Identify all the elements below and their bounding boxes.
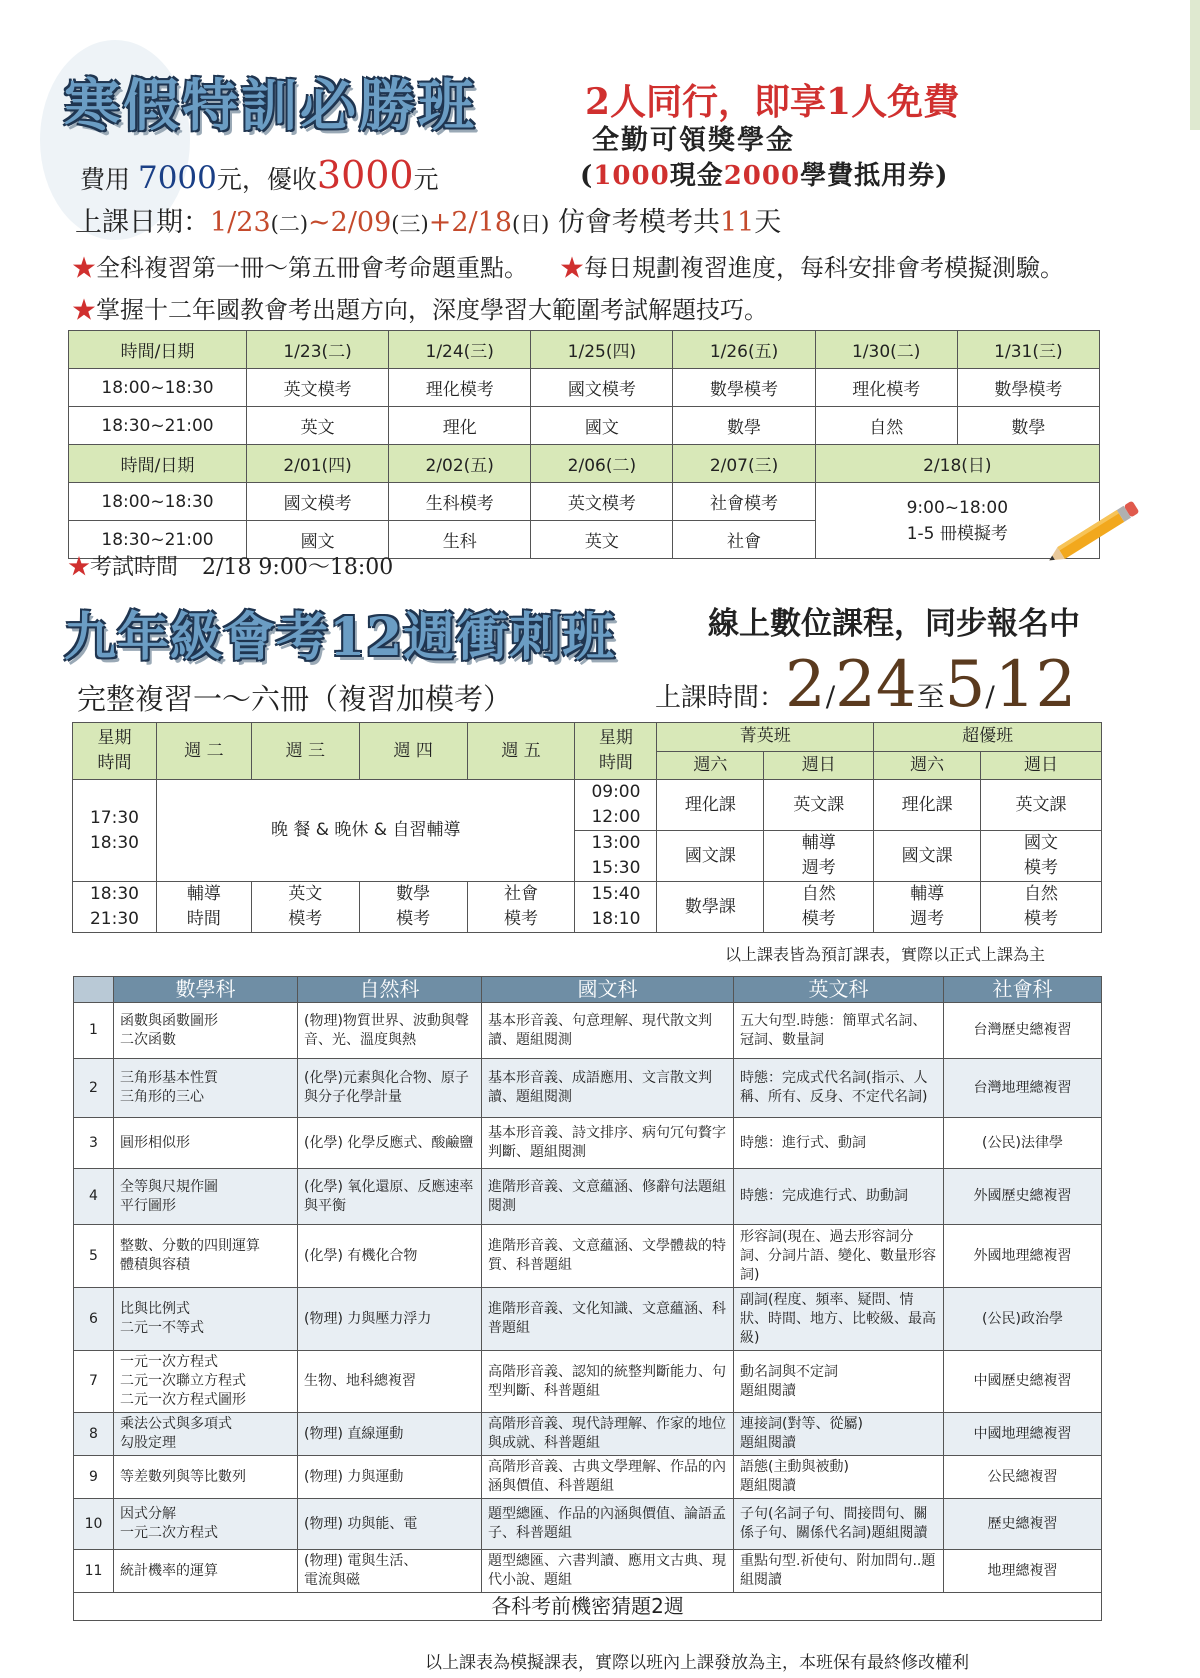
cell-chi: 基本形音義、詩文排序、病句冗句贅字判斷、題組閱測 xyxy=(482,1118,734,1169)
cell-math: 整數、分數的四則運算 體積與容積 xyxy=(114,1225,298,1288)
cell-eng: 動名詞與不定詞 題組閱讀 xyxy=(734,1351,944,1413)
cell-soc: 歷史總複習 xyxy=(944,1499,1102,1550)
table-row: 18:30~21:00 英文 理化 國文 數學 自然 數學 xyxy=(69,407,1100,445)
cell-eng: 形容詞(現在、過去形容詞分詞、分詞片語、變化、數量形容詞) xyxy=(734,1225,944,1288)
star-icon: ★ xyxy=(68,555,91,580)
cell-math: 乘法公式與多項式 勾股定理 xyxy=(114,1413,298,1456)
row-number: 4 xyxy=(74,1169,114,1225)
cell-chi: 題型總匯、作品的內涵與價值、論語孟子、科普題組 xyxy=(482,1499,734,1550)
cell-math: 比與比例式 二元一不等式 xyxy=(114,1288,298,1351)
cell-chi: 高階形音義、現代詩理解、作家的地位與成就、科普題組 xyxy=(482,1413,734,1456)
cell-chi: 基本形音義、句意理解、現代散文判讀、題組閱測 xyxy=(482,1003,734,1059)
ninth-title: 九年級會考12週衝刺班 xyxy=(64,607,616,668)
cell-sci: (物理) 直線運動 xyxy=(298,1413,482,1456)
discount-price: 3000 xyxy=(316,153,414,197)
exam-time: ★考試時間 2/18 9:00～18:00 xyxy=(68,555,394,580)
table-row xyxy=(74,1456,1102,1499)
cell-soc: 台灣歷史總複習 xyxy=(944,1003,1102,1059)
cell-soc: 台灣地理總複習 xyxy=(944,1059,1102,1118)
table-row xyxy=(74,1413,1102,1456)
online-course-text: 線上數位課程，同步報名中 xyxy=(708,606,1080,642)
bonus-line-2: (1000現金2000學費抵用券) xyxy=(580,161,949,191)
bonus-line-1: 全勤可領獎學金 xyxy=(592,125,795,156)
bullet-3: ★掌握十二年國教會考出題方向，深度學習大範圍考試解題技巧。 xyxy=(72,296,768,324)
promo-text: 2人同行，即享1人免費 xyxy=(585,81,960,123)
table-row: 18:30 21:30 輔導 時間 英文 模考 數學 模考 社會 模考 15:40 18:10 數學課 自然 模考 輔導 週考 自然 模考 xyxy=(73,882,1102,933)
row-number: 8 xyxy=(74,1413,114,1456)
cell-eng: 連接詞(對等、從屬) 題組閱讀 xyxy=(734,1413,944,1456)
bullet-2: ★每日規劃複習進度，每科安排會考模擬測驗。 xyxy=(560,254,1064,282)
syllabus-table xyxy=(73,976,1102,1621)
row-number: 9 xyxy=(74,1456,114,1499)
cell-sci: 生物、地科總複習 xyxy=(298,1351,482,1413)
row-number: 11 xyxy=(74,1550,114,1593)
row-number: 10 xyxy=(74,1499,114,1550)
table-row: 18:30~21:00 國文 生科 英文 社會 xyxy=(69,521,1100,559)
row-number: 5 xyxy=(74,1225,114,1288)
cell-chi: 進階形音義、文意蘊涵、文學體裁的特質、科普題組 xyxy=(482,1225,734,1288)
cell-eng: 語態(主動與被動) 題組閱讀 xyxy=(734,1456,944,1499)
cell-chi: 題型總匯、六書判讀、應用文古典、現代小說、題組 xyxy=(482,1550,734,1593)
cell-math: 因式分解 一元二次方程式 xyxy=(114,1499,298,1550)
winter-title: 寒假特訓必勝班 xyxy=(64,73,477,139)
original-price: 7000 xyxy=(137,160,217,196)
table-row xyxy=(74,1003,1102,1059)
corner-decoration xyxy=(1190,0,1200,130)
cell-math: 統計機率的運算 xyxy=(114,1550,298,1593)
class-dates: 上課日期：1/23(二)~2/09(三)+2/18(日) 仿會考模考共11天 xyxy=(75,207,782,238)
cell-math: 全等與尺規作圖 平行圖形 xyxy=(114,1169,298,1225)
table-header-row: 週六 週日 週六 週日 xyxy=(73,751,1102,780)
cell-eng: 重點句型.祈使句、附加問句..題組閱讀 xyxy=(734,1550,944,1593)
cell-soc: (公民)政治學 xyxy=(944,1288,1102,1351)
cell-math: 一元一次方程式 二元一次聯立方程式 二元一次方程式圖形 xyxy=(114,1351,298,1413)
fee-line: 費用 7000元，優收3000元 xyxy=(80,153,439,197)
table-row: 13:00 15:30 國文課 輔導 週考 國文課 國文 模考 xyxy=(73,831,1102,882)
table-row: 18:00~18:30 英文模考 理化模考 國文模考 數學模考 理化模考 數學模考 xyxy=(69,369,1100,407)
cell-soc: 中國地理總複習 xyxy=(944,1413,1102,1456)
table-footer-row: 各科考前機密猜題2週 xyxy=(74,1593,1102,1621)
pencil-icon xyxy=(1030,500,1150,570)
cell-soc: 中國歷史總複習 xyxy=(944,1351,1102,1413)
star-icon: ★ xyxy=(560,254,584,282)
table-row xyxy=(74,1550,1102,1593)
table-row xyxy=(74,1169,1102,1225)
star-icon: ★ xyxy=(72,296,96,324)
cell-eng: 時態：完成式代名詞(指示、人稱、所有、反身、不定代名詞) xyxy=(734,1059,944,1118)
table-row xyxy=(74,1499,1102,1550)
cell-math: 圓形相似形 xyxy=(114,1118,298,1169)
table-row: 17:30 18:30 晚 餐 & 晚休 & 自習輔導 09:00 12:00 理化課 英文課 理化課 英文課 xyxy=(73,780,1102,831)
row-number: 1 xyxy=(74,1003,114,1059)
cell-chi: 基本形音義、成語應用、文言散文判讀、題組閱測 xyxy=(482,1059,734,1118)
cell-soc: 公民總複習 xyxy=(944,1456,1102,1499)
table-row xyxy=(74,1288,1102,1351)
cell-eng: 副詞(程度、頻率、疑問、情狀、時間、地方、比較級、最高級) xyxy=(734,1288,944,1351)
winter-schedule-table xyxy=(68,330,1100,559)
cell-chi: 高階形音義、古典文學理解、作品的內涵與價值、科普題組 xyxy=(482,1456,734,1499)
cell-chi: 進階形音義、文化知識、文意蘊涵、科普題組 xyxy=(482,1288,734,1351)
table-header-row: 數學科 自然科 國文科 英文科 社會科 xyxy=(74,977,1102,1003)
cell-chi: 高階形音義、認知的統整判斷能力、句型判斷、科普題組 xyxy=(482,1351,734,1413)
cell-soc: 外國歷史總複習 xyxy=(944,1169,1102,1225)
cell-eng: 子句(名詞子句、間接問句、關係子句、關係代名詞)題組閱讀 xyxy=(734,1499,944,1550)
cell-sci: (化學) 氧化還原、反應速率與平衡 xyxy=(298,1169,482,1225)
table-header-row: 星期 時間 週 二 週 三 週 四 週 五 星期 時間 菁英班 超優班 xyxy=(73,723,1102,752)
cell-chi: 進階形音義、文意蘊涵、修辭句法題組閱測 xyxy=(482,1169,734,1225)
table-header-row: 時間/日期 2/01(四) 2/02(五) 2/06(二) 2/07(三) 2/18(日) xyxy=(69,445,1100,483)
class-period: 上課時間：2/24至5/12 xyxy=(655,648,1077,722)
table-row: 18:00~18:30 國文模考 生科模考 英文模考 社會模考 9:00~18:00 1-5 冊模擬考 xyxy=(69,483,1100,521)
cell-sci: (物理) 電與生活、 電流與磁 xyxy=(298,1550,482,1593)
cell-sci: (物理) 力與運動 xyxy=(298,1456,482,1499)
row-number: 7 xyxy=(74,1351,114,1413)
table-row xyxy=(74,1059,1102,1118)
row-number: 3 xyxy=(74,1118,114,1169)
cell-soc: 地理總複習 xyxy=(944,1550,1102,1593)
table-row xyxy=(74,1351,1102,1413)
table-row xyxy=(74,1225,1102,1288)
cell-eng: 五大句型.時態：簡單式名詞、冠詞、數量詞 xyxy=(734,1003,944,1059)
weekly-schedule-table xyxy=(72,722,1102,933)
cell-sci: (物理)物質世界、波動與聲音、光、溫度與熱 xyxy=(298,1003,482,1059)
cell-sci: (化學) 有機化合物 xyxy=(298,1225,482,1288)
cell-math: 函數與函數圖形 二次函數 xyxy=(114,1003,298,1059)
row-number: 6 xyxy=(74,1288,114,1351)
cell-eng: 時態：進行式、動詞 xyxy=(734,1118,944,1169)
cell-eng: 時態：完成進行式、助動詞 xyxy=(734,1169,944,1225)
cell-sci: (化學) 化學反應式、酸鹼鹽 xyxy=(298,1118,482,1169)
cell-sci: (化學)元素與化合物、原子與分子化學計量 xyxy=(298,1059,482,1118)
final-note: 以上課表為模擬課表，實際以班內上課發放為主，本班保有最終修改權利 xyxy=(425,1653,969,1673)
table-header-row: 時間/日期 1/23(二) 1/24(三) 1/25(四) 1/26(五) 1/30(二) 1/31(三) xyxy=(69,331,1100,369)
special-exam-cell: 9:00~18:00 1-5 冊模擬考 xyxy=(815,483,1099,559)
cell-math: 等差數列與等比數列 xyxy=(114,1456,298,1499)
schedule-note: 以上課表皆為預訂課表，實際以正式上課為主 xyxy=(725,945,1046,964)
bullet-1: ★全科複習第一冊～第五冊會考命題重點。 xyxy=(72,254,528,282)
cell-soc: 外國地理總複習 xyxy=(944,1225,1102,1288)
cell-soc: (公民)法律學 xyxy=(944,1118,1102,1169)
star-icon: ★ xyxy=(72,254,96,282)
row-number: 2 xyxy=(74,1059,114,1118)
cell-math: 三角形基本性質 三角形的三心 xyxy=(114,1059,298,1118)
table-row xyxy=(74,1118,1102,1169)
review-text: 完整複習一～六冊（複習加模考） xyxy=(77,682,513,716)
cell-sci: (物理) 力與壓力浮力 xyxy=(298,1288,482,1351)
cell-sci: (物理) 功與能、電 xyxy=(298,1499,482,1550)
